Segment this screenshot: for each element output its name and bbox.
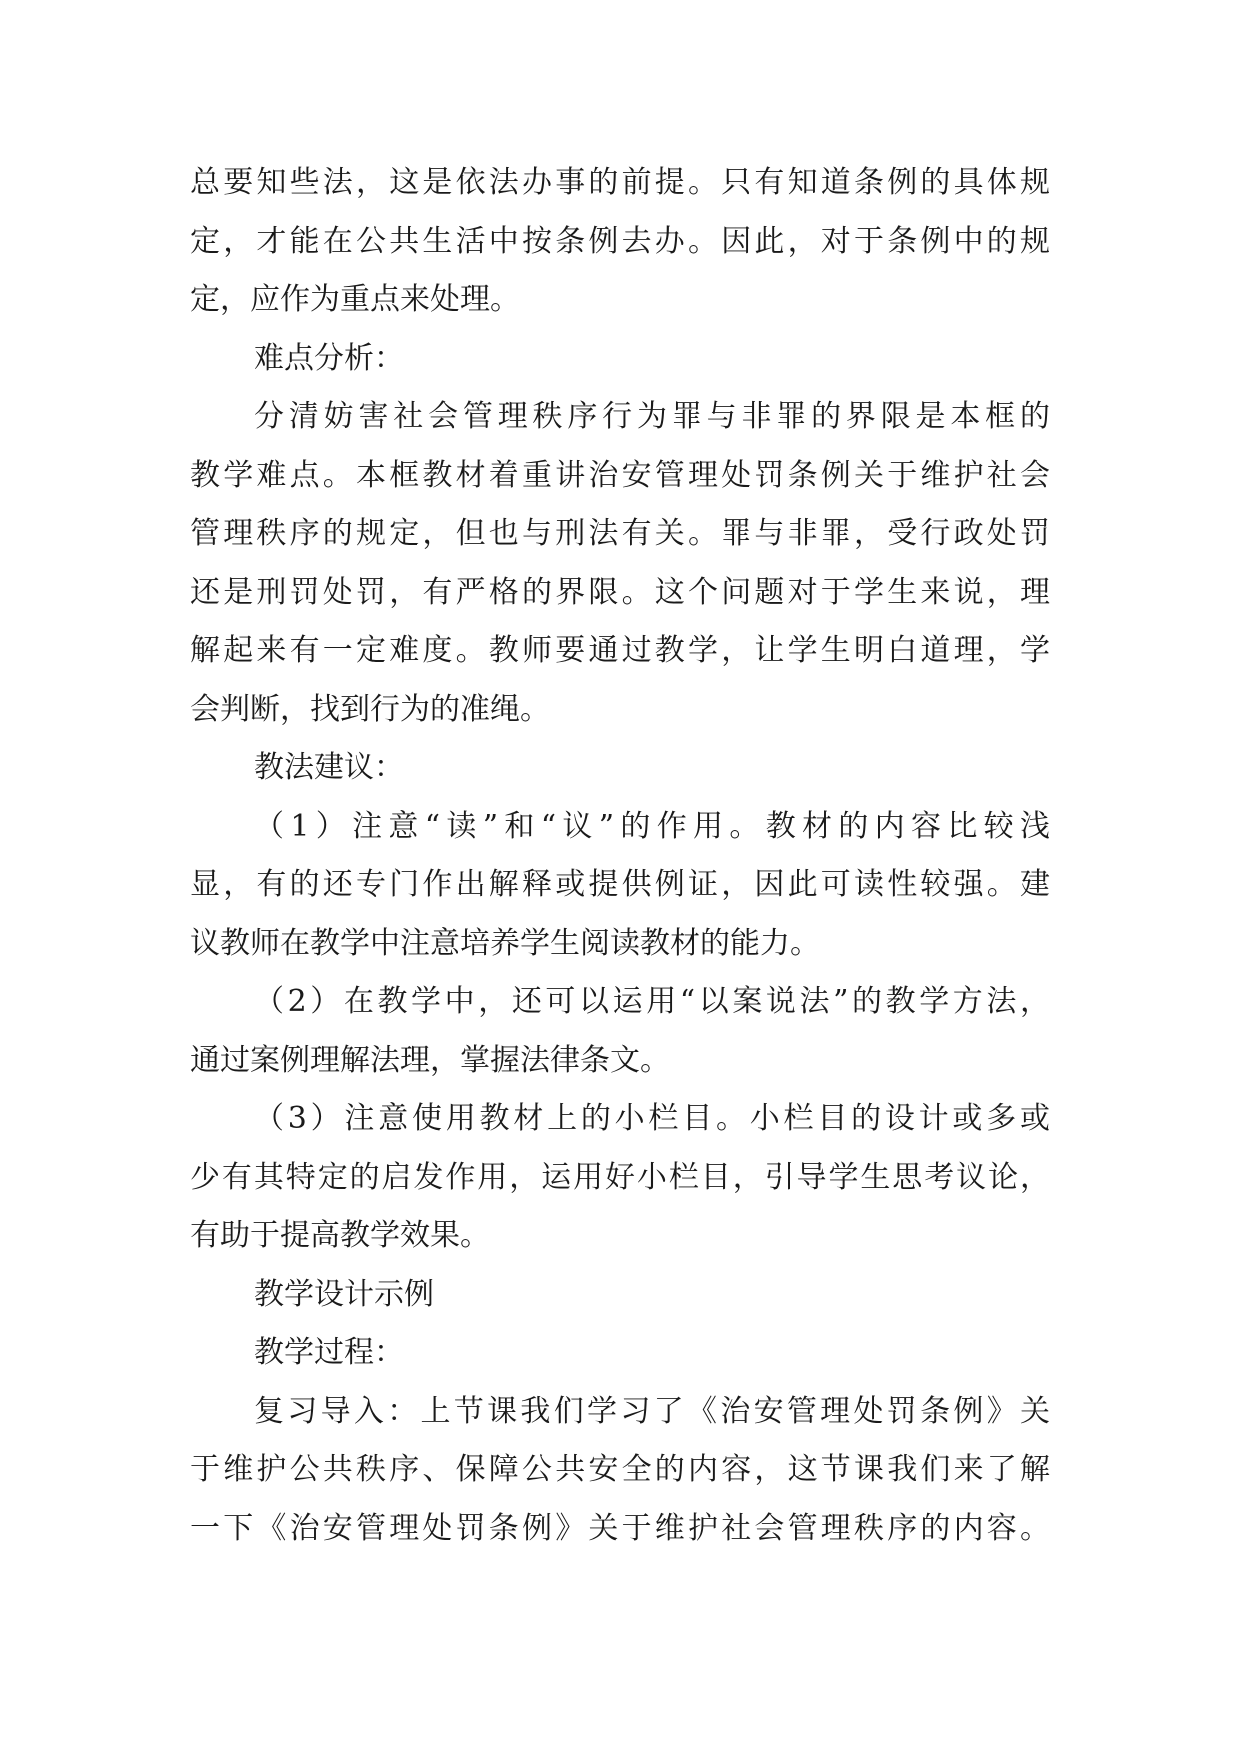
text-line: 定，才能在公共生活中按条例去办。因此，对于条例中的规 [190,223,1050,259]
text-line: 总要知些法，这是依法办事的前提。只有知道条例的具体规 [190,165,1050,200]
text-line: 复习导入：上节课我们学习了《治安管理处罚条例》关 [254,1393,1050,1429]
text-line: 会判断，找到行为的准绳。 [190,691,550,727]
text-line: 于维护公共秩序、保障公共安全的内容，这节课我们来了解 [190,1452,1050,1487]
text-line: （3）注意使用教材上的小栏目。小栏目的设计或多或 [254,1101,1050,1136]
text-line: 有助于提高教学效果。 [190,1218,490,1253]
text-line: （1）注意“读”和“议”的作用。教材的内容比较浅 [254,808,1050,844]
text-line: 分清妨害社会管理秩序行为罪与非罪的界限是本框的 [254,399,1050,434]
text-line: 解起来有一定难度。教师要通过教学，让学生明白道理，学 [190,633,1050,668]
text-line: 通过案例理解法理，掌握法律条文。 [190,1042,670,1078]
text-line: 教学设计示例 [254,1276,434,1312]
document-body [190,154,1050,1558]
text-line: 管理秩序的规定，但也与刑法有关。罪与非罪，受行政处罚 [190,516,1050,551]
text-line: 难点分析： [254,340,404,376]
text-line: 显，有的还专门作出解释或提供例证，因此可读性较强。建 [190,867,1050,902]
text-line: 教学难点。本框教材着重讲治安管理处罚条例关于维护社会 [190,457,1050,493]
text-line: （2）在教学中，还可以运用“以案说法”的教学方法， [254,984,1050,1019]
text-line: 议教师在教学中注意培养学生阅读教材的能力。 [190,925,820,961]
text-line: 教法建议： [254,750,404,785]
text-line: 还是刑罚处罚，有严格的界限。这个问题对于学生来说，理 [190,574,1050,610]
text-line: 少有其特定的启发作用，运用好小栏目，引导学生思考议论， [190,1159,1050,1195]
text-line: 定，应作为重点来处理。 [190,282,520,317]
text-line: 一下《治安管理处罚条例》关于维护社会管理秩序的内容。 [190,1510,1050,1546]
text-line: 教学过程： [254,1335,404,1370]
